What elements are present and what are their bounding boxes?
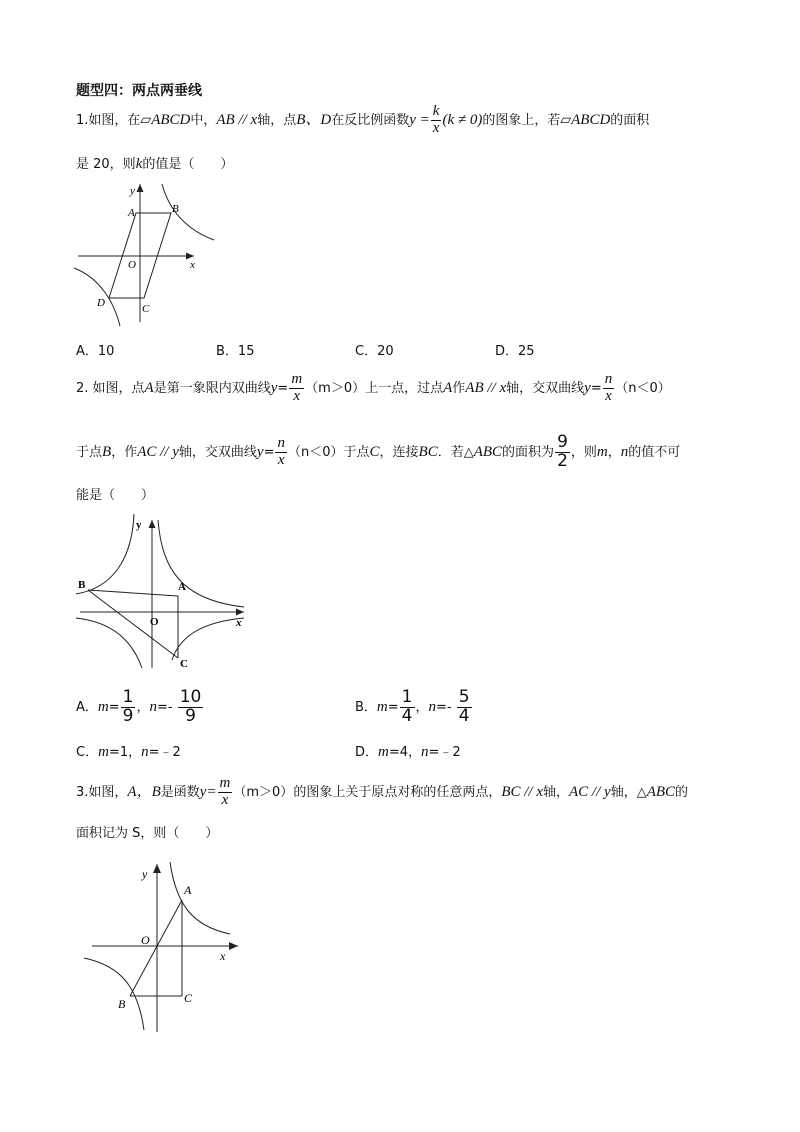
frac-num: 5 bbox=[458, 687, 470, 707]
frac-den: 2 bbox=[557, 450, 568, 471]
q1-parallelogram-name: ABCD bbox=[571, 111, 611, 128]
q3-figure bbox=[80, 856, 260, 1036]
q3-label-y: y bbox=[142, 867, 148, 881]
option-label: C． bbox=[76, 745, 99, 760]
section-title: 题型四：两点两垂线 bbox=[76, 83, 202, 99]
q3-text: 是函数 bbox=[160, 784, 200, 800]
arrow-icon bbox=[153, 864, 161, 873]
q3-cond: （m＞0） bbox=[233, 784, 294, 800]
q1-hyperbola-right bbox=[162, 184, 214, 240]
q2-hyperbola-m-q1 bbox=[158, 520, 244, 607]
frac-den: 4 bbox=[458, 705, 470, 726]
arrow-icon bbox=[236, 609, 244, 616]
q2-var: m bbox=[596, 443, 608, 460]
q2-text: 作 bbox=[452, 380, 466, 396]
option-sign: - bbox=[446, 699, 456, 715]
arrow-icon bbox=[229, 942, 238, 950]
q1-text: 是 20，则 bbox=[76, 157, 136, 172]
q3-var: y= bbox=[199, 783, 217, 800]
option-var: n bbox=[141, 744, 149, 760]
q3-label-a: A bbox=[184, 883, 192, 897]
q3-label-c: C bbox=[184, 991, 193, 1005]
frac-den: 9 bbox=[185, 705, 196, 726]
q2-area-fraction bbox=[555, 434, 570, 471]
parallelogram-icon: ▱ bbox=[140, 111, 152, 128]
option-label: D． bbox=[495, 344, 519, 359]
option-sign: - bbox=[167, 699, 177, 715]
q1-y-eq: y = bbox=[409, 111, 430, 128]
option-var: m bbox=[98, 744, 109, 760]
q2-text: 轴，交双曲线 bbox=[506, 380, 585, 396]
frac-num: n bbox=[277, 435, 285, 452]
option-label: A． bbox=[76, 344, 98, 359]
option-var: m bbox=[97, 698, 109, 715]
frac-den: 4 bbox=[401, 705, 413, 726]
q1-line2 bbox=[76, 153, 233, 173]
q2-var: y bbox=[270, 379, 278, 396]
q2-segment-ab bbox=[88, 590, 178, 596]
q1-text: 的图象上，若 bbox=[482, 112, 561, 128]
frac-den: 9 bbox=[122, 705, 134, 726]
option-label: A． bbox=[76, 699, 98, 715]
q1-line1: 1.如图，在▱ABCD中，AB // x轴，点B、D在反比例函数y = $\frac{k}{x}$ (k ≠ 0)的图象上，若▱ABCD的面积 bbox=[76, 103, 650, 136]
q2-point: A bbox=[443, 379, 453, 396]
q2-hyperbola-n-q4 bbox=[172, 618, 244, 660]
q2-text: ．若△ bbox=[437, 444, 474, 460]
option-var: n bbox=[428, 698, 437, 715]
q3-segment-ab bbox=[130, 900, 182, 996]
option-fraction bbox=[178, 689, 204, 726]
q2-text: 上一点，过点 bbox=[365, 380, 444, 396]
q1-text: 的面积 bbox=[610, 112, 650, 128]
q2-text: 能是（ ） bbox=[76, 488, 155, 503]
option-var: n bbox=[421, 744, 429, 760]
option-value: 20 bbox=[377, 344, 394, 359]
frac-num: 10 bbox=[179, 687, 202, 707]
frac-num: m bbox=[219, 775, 231, 791]
q3-text: 面积记为 S，则（ ） bbox=[76, 826, 219, 841]
q1-option-b[interactable] bbox=[216, 340, 254, 359]
option-text: =﹣2 bbox=[148, 745, 181, 760]
q1-frac-den: x bbox=[432, 119, 440, 136]
q1-text: 的值是（ ） bbox=[142, 157, 234, 172]
option-var: n bbox=[149, 698, 157, 715]
q2-point: C bbox=[369, 443, 380, 460]
q2-text: ，作 bbox=[111, 444, 138, 460]
q2-cond: （n＜0） bbox=[615, 380, 671, 396]
q3-line1 bbox=[76, 776, 688, 809]
q2-frac-n2 bbox=[275, 436, 287, 469]
q1-text: 轴，点 bbox=[257, 112, 297, 128]
q2-frac-m bbox=[289, 372, 304, 405]
q3-var: AC // y bbox=[569, 783, 611, 800]
q2-label-a: A bbox=[178, 581, 186, 593]
q1-label-x: x bbox=[190, 259, 195, 271]
q3-text: 3.如图， bbox=[76, 784, 128, 800]
q1-label-y: y bbox=[130, 185, 135, 197]
q2-var: n bbox=[620, 443, 629, 460]
q1-label-o: O bbox=[128, 259, 136, 271]
arrow-icon bbox=[137, 184, 144, 192]
option-fraction bbox=[457, 689, 472, 726]
q2-text: 的值不可 bbox=[628, 444, 681, 460]
q2-var: BC bbox=[418, 443, 438, 460]
q3-var: BC // x bbox=[501, 783, 543, 800]
q2-option-c[interactable] bbox=[76, 741, 181, 761]
q3-hyperbola-q1 bbox=[170, 862, 230, 934]
q2-text: ，则 bbox=[570, 444, 597, 460]
q2-text: 于点 bbox=[76, 444, 103, 460]
q1-k-cond: k ≠ 0 bbox=[447, 111, 478, 128]
q1-fraction bbox=[431, 104, 442, 137]
option-value: 15 bbox=[237, 344, 255, 359]
option-label: B． bbox=[216, 344, 238, 359]
frac-den: x bbox=[293, 387, 301, 404]
q1-label-d: D bbox=[97, 297, 105, 309]
q3-label-o: O bbox=[141, 933, 150, 947]
option-fraction bbox=[400, 689, 415, 726]
q2-line1: 2. 如图，点A是第一象限内双曲线y= $\frac{m}{x}$ （m＞0）上一点，过点A作AB // x轴，交双曲线y= $\frac{n}{x}$ （n＜0） bbox=[76, 371, 671, 404]
q2-frac-n bbox=[603, 372, 615, 405]
q3-frac-m bbox=[218, 776, 233, 809]
option-label: D． bbox=[355, 745, 379, 760]
q2-label-b: B bbox=[78, 579, 86, 591]
q1-option-c[interactable] bbox=[355, 340, 394, 359]
q3-label-x: x bbox=[220, 949, 226, 963]
q2-label-x: x bbox=[236, 617, 242, 629]
q2-cond: （m＞0） bbox=[305, 380, 366, 396]
q2-label-o: O bbox=[150, 616, 159, 628]
frac-num: 1 bbox=[122, 687, 134, 707]
q2-figure bbox=[72, 510, 252, 670]
q1-text: 1.如图，在 bbox=[76, 112, 141, 128]
q3-hyperbola-q3 bbox=[84, 958, 144, 1030]
frac-den: x bbox=[605, 387, 612, 404]
frac-num: 1 bbox=[401, 687, 413, 707]
frac-num: 9 bbox=[557, 432, 568, 452]
option-value: 10 bbox=[97, 344, 115, 359]
q3-text: 的 bbox=[675, 784, 689, 800]
q2-text: 的面积为 bbox=[502, 444, 555, 460]
q2-option-a[interactable]: A．m= $\frac{1}{9}$ ，n=- $\frac{10}{9}$ bbox=[76, 687, 202, 726]
q2-text: 轴，交双曲线 bbox=[178, 444, 257, 460]
q2-line2: 于点B，作AC // y轴，交双曲线y= $\frac{n}{x}$ （n＜0）于点C，连接BC．若△ABC的面积为 $\frac{9}{2}$ ，则m，n的值不可 bbox=[76, 432, 681, 471]
q1-k-var: k bbox=[135, 156, 143, 172]
q2-text: 是第一象限内双曲线 bbox=[153, 380, 271, 396]
q1-ab-parallel: AB // x bbox=[216, 111, 258, 128]
q1-option-a[interactable] bbox=[76, 340, 114, 359]
q1-parallelogram-name: ABCD bbox=[151, 111, 191, 128]
q1-label-a: A bbox=[128, 207, 135, 219]
q2-label-c: C bbox=[180, 658, 188, 670]
option-text: =4， bbox=[388, 745, 422, 760]
option-var: m bbox=[378, 744, 389, 760]
q2-option-b[interactable]: B．m= $\frac{1}{4}$ ，n=- $\frac{5}{4}$ bbox=[355, 687, 470, 726]
q1-points: B、D bbox=[296, 111, 332, 128]
q3-var: A，B bbox=[127, 783, 161, 800]
q2-hyperbola-m-q3 bbox=[76, 618, 142, 668]
option-var: m bbox=[376, 698, 388, 715]
q3-text: 轴，△ bbox=[610, 784, 647, 800]
q2-var: AC // y bbox=[137, 443, 179, 460]
q3-line2 bbox=[76, 822, 218, 841]
frac-num: m bbox=[291, 371, 303, 387]
q1-text: 中， bbox=[190, 112, 217, 128]
q2-text: 于点 bbox=[343, 444, 370, 460]
q2-line3 bbox=[76, 484, 154, 503]
q3-var: ABC bbox=[646, 783, 676, 800]
q3-label-b: B bbox=[118, 997, 126, 1011]
q2-text: ，连接 bbox=[379, 444, 419, 460]
option-text: =1， bbox=[108, 745, 142, 760]
q2-option-d[interactable] bbox=[355, 741, 461, 761]
frac-num: n bbox=[604, 371, 613, 387]
frac-den: x bbox=[221, 791, 229, 808]
q1-frac-num: k bbox=[432, 103, 440, 119]
parallelogram-icon: ▱ bbox=[560, 111, 572, 128]
q3-text: 轴， bbox=[543, 784, 570, 800]
option-text: =﹣2 bbox=[428, 745, 461, 760]
option-label: C． bbox=[355, 344, 378, 359]
arrow-icon bbox=[149, 520, 156, 528]
q2-text: 2. 如图，点 bbox=[76, 380, 145, 396]
q2-cond: （n＜0） bbox=[287, 444, 344, 460]
q1-text: 在反比例函数 bbox=[331, 112, 410, 128]
q2-var: ABC bbox=[473, 443, 503, 460]
q1-label-c: C bbox=[142, 303, 150, 315]
q2-var: y bbox=[584, 379, 591, 396]
q1-figure bbox=[70, 180, 230, 330]
q3-text: 的图象上关于原点对称的任意两点， bbox=[293, 784, 502, 800]
option-label: B． bbox=[355, 699, 377, 715]
q2-label-y: y bbox=[136, 519, 142, 531]
q2-point: B bbox=[102, 443, 112, 460]
option-value: 25 bbox=[518, 344, 535, 359]
q1-label-b: B bbox=[172, 203, 179, 215]
q1-option-d[interactable] bbox=[495, 340, 535, 359]
q2-var: y bbox=[256, 443, 264, 460]
option-fraction bbox=[121, 689, 136, 726]
q2-var: AB // x bbox=[465, 379, 507, 396]
q2-point: A bbox=[144, 379, 154, 396]
frac-den: x bbox=[277, 451, 285, 468]
q2-text: ， bbox=[607, 444, 621, 460]
